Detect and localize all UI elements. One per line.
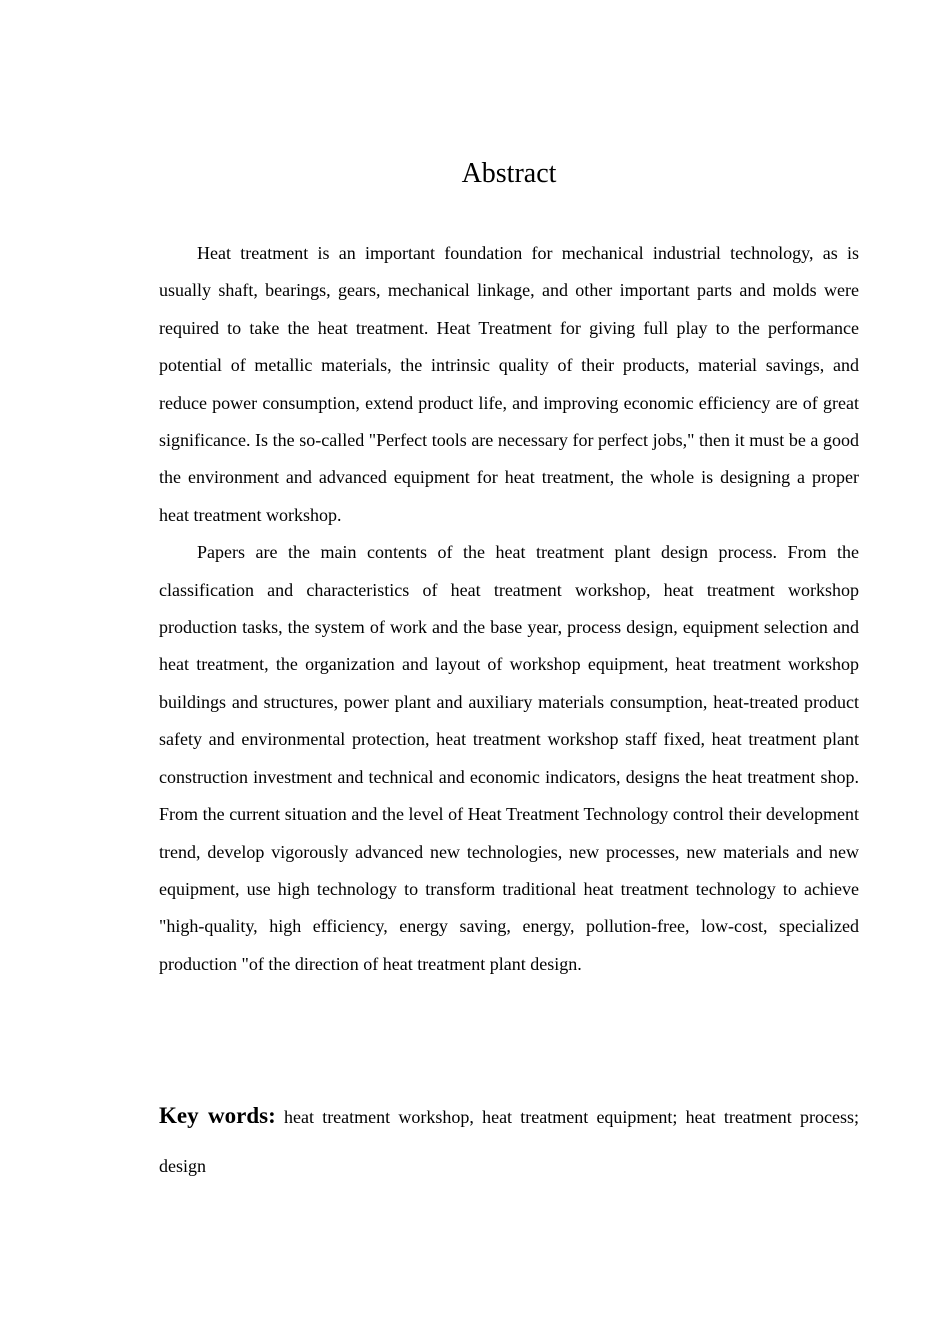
- abstract-body: [159, 235, 859, 983]
- abstract-paragraph-1: Heat treatment is an important foundation for mechanical industrial technology, as is usually shaft, bearings, gears, mechanical linkage, and other important parts and molds were required to take the heat treatment. Heat Treatment for giving full play to the performance potential of metallic materials, the intrinsic quality of their products, material savings, and reduce power consumption, extend product life, and improving economic efficiency are of great significance. Is the so-called "Perfect tools are necessary for perfect jobs," then it must be a good the environment and advanced equipment for heat treatment, the whole is designing a proper heat treatment workshop.: [159, 243, 859, 525]
- abstract-title: Abstract: [461, 158, 557, 189]
- keywords-line: [159, 1091, 859, 1191]
- keywords-text: heat treatment workshop, heat treatment equipment; heat treatment process; design: [159, 1107, 859, 1176]
- keywords-label: Key words:: [159, 1103, 276, 1128]
- abstract-paragraph-2: Papers are the main contents of the heat treatment plant design process. From the classification and characteristics of heat treatment workshop, heat treatment workshop production tasks, the system of work and the base year, process design, equipment selection and heat treatment, the organization and layout of workshop equipment, heat treatment workshop buildings and structures, power plant and auxiliary materials consumption, heat-treated product safety and environmental protection, heat treatment workshop staff fixed, heat treatment plant construction investment and technical and economic indicators, designs the heat treatment shop. From the current situation and the level of Heat Treatment Technology control their development trend, develop vigorously advanced new technologies, new processes, new materials and new equipment, use high technology to transform traditional heat treatment technology to achieve "high-quality, high efficiency, energy saving, energy, pollution-free, low-cost, specialized production "of the direction of heat treatment plant design.: [159, 542, 859, 974]
